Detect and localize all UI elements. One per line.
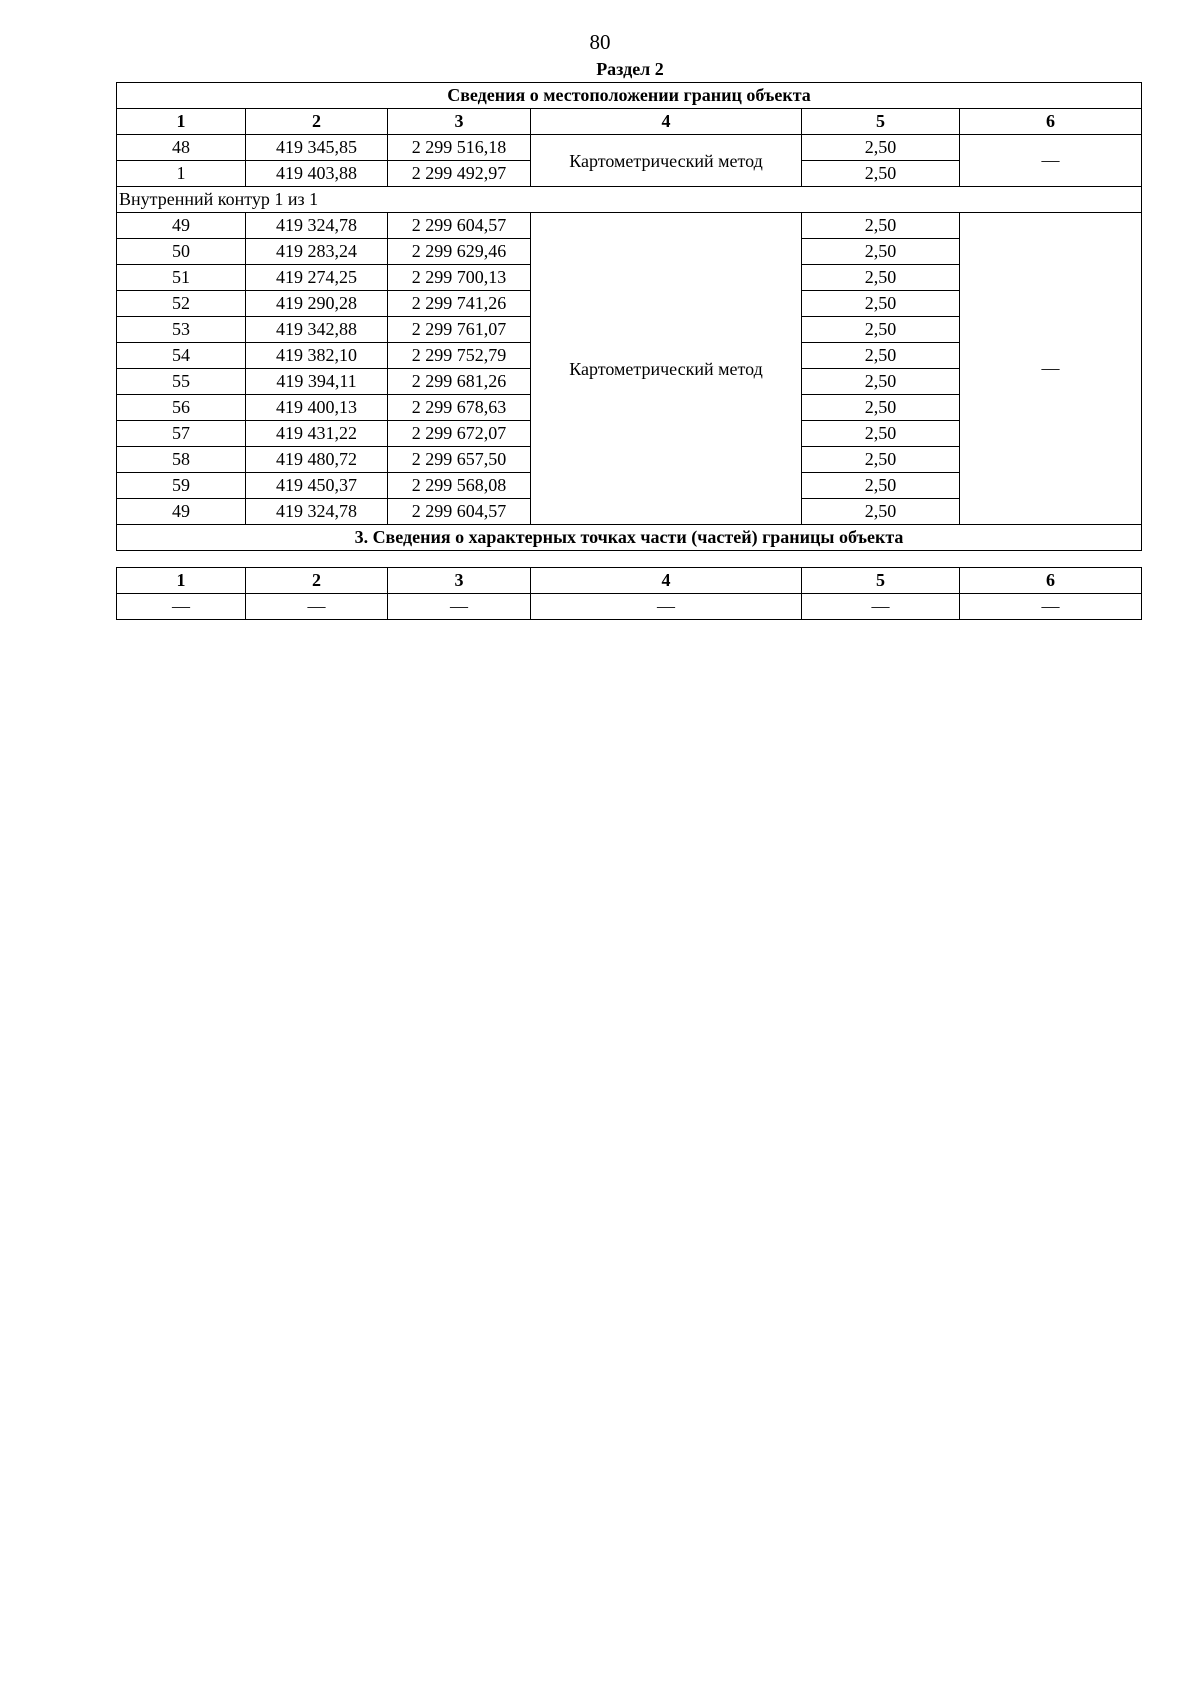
coordinate-y-cell: 2 299 761,07 xyxy=(388,317,531,343)
coordinate-x-cell: 419 342,88 xyxy=(246,317,388,343)
table-title-row xyxy=(117,83,1142,109)
parts-title-row xyxy=(117,525,1142,551)
point-number-cell: 1 xyxy=(117,161,246,187)
contour-row xyxy=(117,187,1142,213)
accuracy-cell: 2,50 xyxy=(802,135,960,161)
coordinate-x-cell: 419 450,37 xyxy=(246,473,388,499)
table-title: Сведения о местоположении границ объекта xyxy=(117,83,1142,109)
point-number-cell: 51 xyxy=(117,265,246,291)
coordinate-y-cell: 2 299 516,18 xyxy=(388,135,531,161)
coordinate-x-cell: 419 382,10 xyxy=(246,343,388,369)
page-number: 80 xyxy=(589,30,611,54)
table-cell: — xyxy=(960,594,1142,620)
coordinate-x-cell: 419 324,78 xyxy=(246,213,388,239)
table-row xyxy=(117,135,1142,161)
coordinate-y-cell: 2 299 672,07 xyxy=(388,421,531,447)
point-number-cell: 49 xyxy=(117,499,246,525)
column-header: 2 xyxy=(246,568,388,594)
coordinate-y-cell: 2 299 678,63 xyxy=(388,395,531,421)
description-cell: — xyxy=(960,213,1142,525)
accuracy-cell: 2,50 xyxy=(802,395,960,421)
coordinate-y-cell: 2 299 568,08 xyxy=(388,473,531,499)
point-number-cell: 52 xyxy=(117,291,246,317)
accuracy-cell: 2,50 xyxy=(802,291,960,317)
header-row xyxy=(117,109,1142,135)
accuracy-cell: 2,50 xyxy=(802,447,960,473)
point-number-cell: 58 xyxy=(117,447,246,473)
accuracy-cell: 2,50 xyxy=(802,265,960,291)
table-cell: — xyxy=(246,594,388,620)
accuracy-cell: 2,50 xyxy=(802,369,960,395)
table-cell: — xyxy=(388,594,531,620)
point-number-cell: 53 xyxy=(117,317,246,343)
description-cell: — xyxy=(960,135,1142,187)
coordinate-y-cell: 2 299 752,79 xyxy=(388,343,531,369)
coordinate-y-cell: 2 299 629,46 xyxy=(388,239,531,265)
parts-table xyxy=(116,567,1142,620)
coordinate-x-cell: 419 274,25 xyxy=(246,265,388,291)
column-header: 3 xyxy=(388,568,531,594)
coordinate-x-cell: 419 290,28 xyxy=(246,291,388,317)
coordinate-y-cell: 2 299 604,57 xyxy=(388,213,531,239)
accuracy-cell: 2,50 xyxy=(802,473,960,499)
column-header: 4 xyxy=(531,109,802,135)
method-cell: Картометрический метод xyxy=(531,213,802,525)
point-number-cell: 57 xyxy=(117,421,246,447)
point-number-cell: 56 xyxy=(117,395,246,421)
method-cell: Картометрический метод xyxy=(531,135,802,187)
accuracy-cell: 2,50 xyxy=(802,499,960,525)
point-number-cell: 54 xyxy=(117,343,246,369)
accuracy-cell: 2,50 xyxy=(802,213,960,239)
table-cell: — xyxy=(531,594,802,620)
inner-contour-label: Внутренний контур 1 из 1 xyxy=(117,187,1142,213)
coordinate-y-cell: 2 299 657,50 xyxy=(388,447,531,473)
accuracy-cell: 2,50 xyxy=(802,161,960,187)
coordinate-y-cell: 2 299 741,26 xyxy=(388,291,531,317)
coordinate-y-cell: 2 299 604,57 xyxy=(388,499,531,525)
table-cell: — xyxy=(802,594,960,620)
coordinate-x-cell: 419 431,22 xyxy=(246,421,388,447)
point-number-cell: 50 xyxy=(117,239,246,265)
coordinate-x-cell: 419 283,24 xyxy=(246,239,388,265)
point-number-cell: 48 xyxy=(117,135,246,161)
coordinate-x-cell: 419 394,11 xyxy=(246,369,388,395)
section-title: Раздел 2 xyxy=(596,59,664,79)
column-header: 6 xyxy=(960,109,1142,135)
coordinate-y-cell: 2 299 681,26 xyxy=(388,369,531,395)
boundary-table xyxy=(116,82,1142,551)
point-number-cell: 59 xyxy=(117,473,246,499)
column-header: 1 xyxy=(117,568,246,594)
column-header: 2 xyxy=(246,109,388,135)
accuracy-cell: 2,50 xyxy=(802,421,960,447)
table-row xyxy=(117,213,1142,239)
coordinate-x-cell: 419 345,85 xyxy=(246,135,388,161)
column-header: 1 xyxy=(117,109,246,135)
point-number-cell: 49 xyxy=(117,213,246,239)
column-header: 6 xyxy=(960,568,1142,594)
column-header: 5 xyxy=(802,109,960,135)
accuracy-cell: 2,50 xyxy=(802,343,960,369)
coordinate-y-cell: 2 299 492,97 xyxy=(388,161,531,187)
coordinate-x-cell: 419 480,72 xyxy=(246,447,388,473)
accuracy-cell: 2,50 xyxy=(802,239,960,265)
accuracy-cell: 2,50 xyxy=(802,317,960,343)
coordinate-x-cell: 419 400,13 xyxy=(246,395,388,421)
coordinate-x-cell: 419 324,78 xyxy=(246,499,388,525)
column-header: 5 xyxy=(802,568,960,594)
parts-header-row xyxy=(117,568,1142,594)
parts-title: 3. Сведения о характерных точках части (частей) границы объекта xyxy=(117,525,1142,551)
point-number-cell: 55 xyxy=(117,369,246,395)
column-header: 3 xyxy=(388,109,531,135)
column-header: 4 xyxy=(531,568,802,594)
coordinate-x-cell: 419 403,88 xyxy=(246,161,388,187)
table-cell: — xyxy=(117,594,246,620)
coordinate-y-cell: 2 299 700,13 xyxy=(388,265,531,291)
parts-data-row xyxy=(117,594,1142,620)
